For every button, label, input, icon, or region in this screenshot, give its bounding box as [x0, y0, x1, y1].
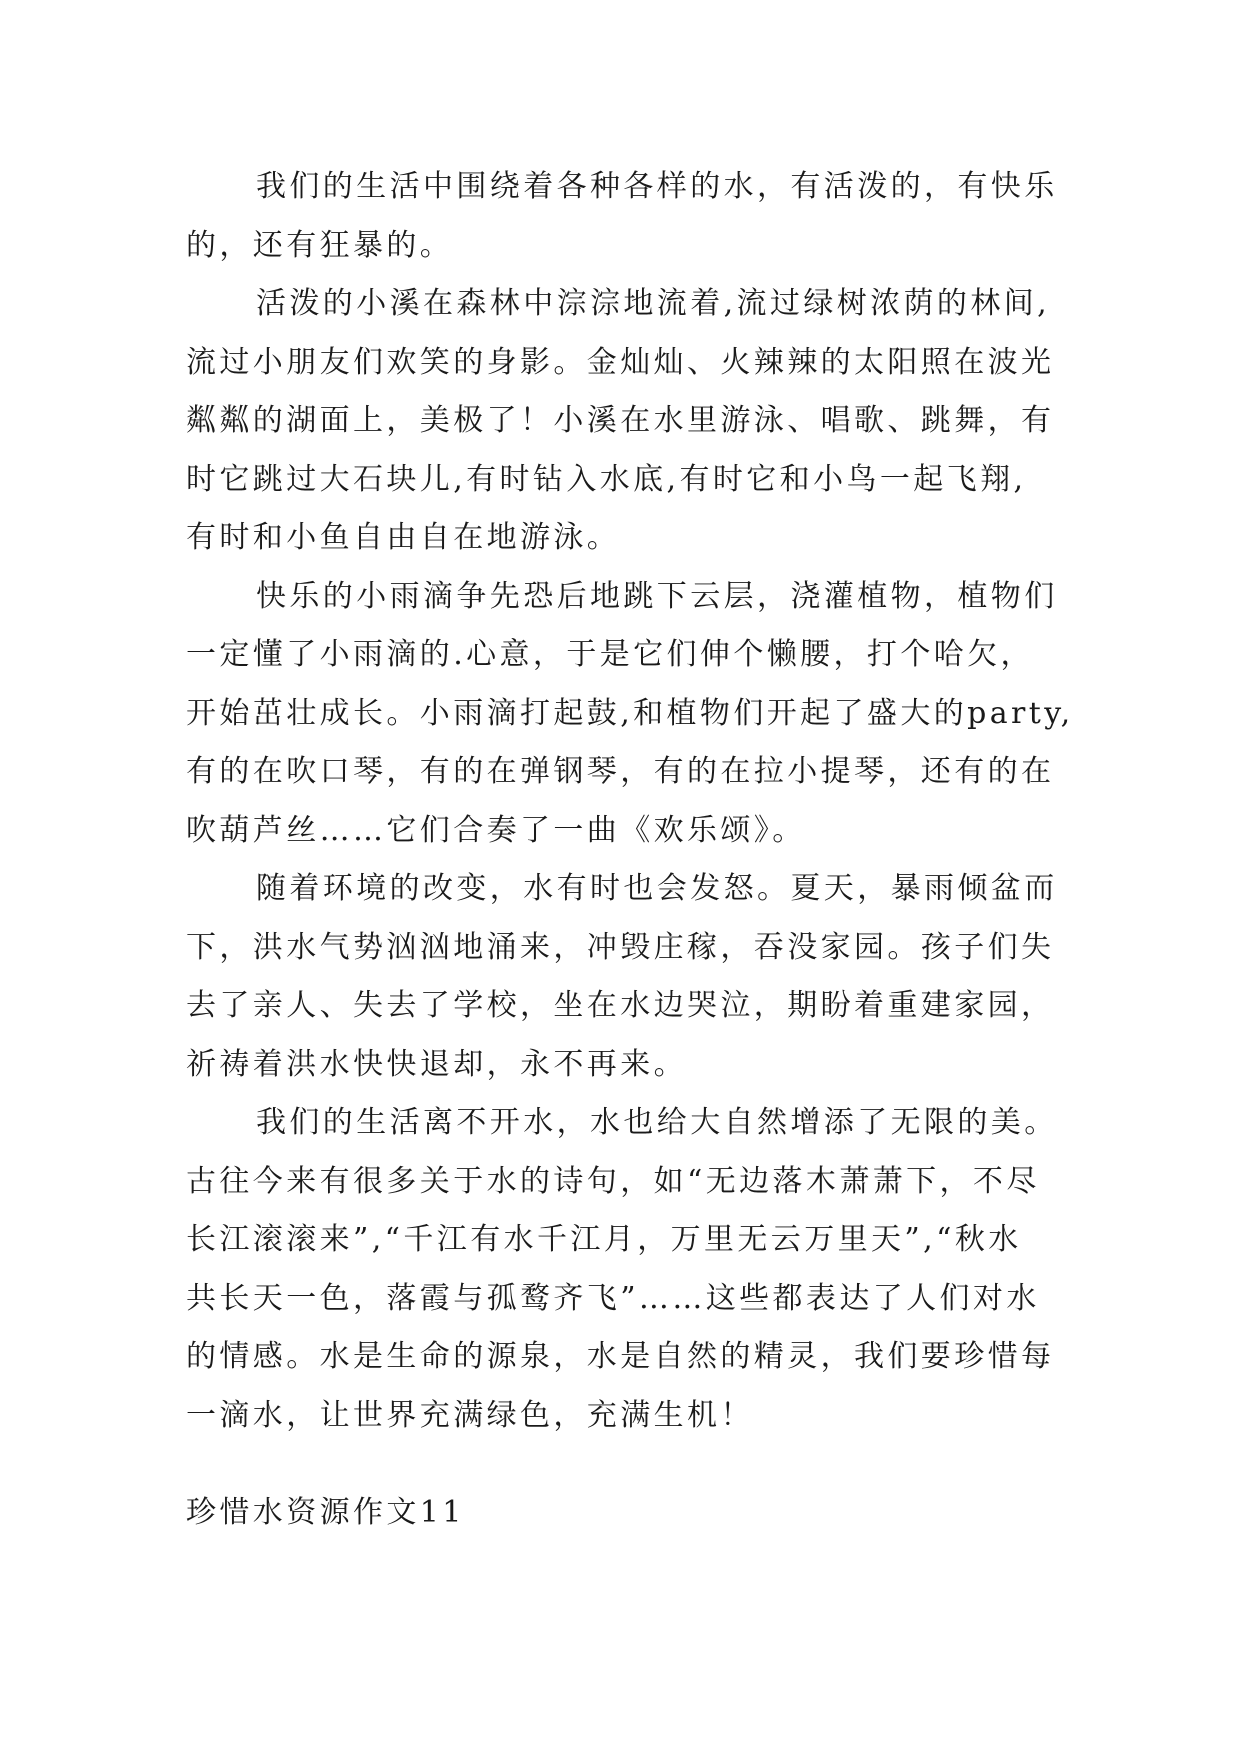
paragraph-5-line-2: 古往今来有很多关于水的诗句，如“无边落木萧萧下，不尽 [186, 1163, 1040, 1199]
paragraph-1-line-2: 的，还有狂暴的。 [186, 227, 454, 263]
paragraph-2-line-1: 活泼的小溪在森林中淙淙地流着,流过绿树浓荫的林间, [256, 286, 1051, 321]
paragraph-5-line-3: 长江滚滚来”,“千江有水千江月，万里无云万里天”,“秋水 [186, 1222, 1022, 1257]
paragraph-1-line-1: 我们的生活中围绕着各种各样的水，有活泼的，有快乐 [256, 169, 1058, 204]
paragraph-3-line-2: 一定懂了小雨滴的.心意，于是它们伸个懒腰，打个哈欠， [186, 637, 1034, 672]
paragraph-5-line-5: 的情感。水是生命的源泉，水是自然的精灵，我们要珍惜每 [186, 1339, 1055, 1374]
paragraph-5-line-1: 我们的生活离不开水，水也给大自然增添了无限的美。 [256, 1105, 1058, 1140]
paragraph-2-line-2: 流过小朋友们欢笑的身影。金灿灿、火辣辣的太阳照在波光 [186, 344, 1055, 380]
paragraph-5-line-4: 共长天一色，落霞与孤鹜齐飞”……这些都表达了人们对水 [186, 1280, 1040, 1316]
paragraph-3-line-1: 快乐的小雨滴争先恐后地跳下云层，浇灌植物，植物们 [256, 578, 1058, 614]
paragraph-4-line-2: 下，洪水气势汹汹地涌来，冲毁庄稼，吞没家园。孩子们失 [186, 929, 1055, 965]
paragraph-5-line-6: 一滴水，让世界充满绿色，充满生机！ [186, 1397, 754, 1433]
section-title: 珍惜水资源作文11 [186, 1495, 465, 1530]
paragraph-4-line-4: 祈祷着洪水快快退却，永不再来。 [186, 1046, 687, 1082]
paragraph-3-line-3: 开始茁壮成长。小雨滴打起鼓,和植物们开起了盛大的party, [186, 695, 1074, 731]
paragraph-4-line-1: 随着环境的改变，水有时也会发怒。夏天，暴雨倾盆而 [256, 871, 1058, 906]
paragraph-2-line-3: 粼粼的湖面上，美极了！小溪在水里游泳、唱歌、跳舞，有 [186, 403, 1055, 438]
paragraph-2-line-4: 时它跳过大石块儿,有时钻入水底,有时它和小鸟一起飞翔, [186, 461, 1027, 497]
paragraph-2-line-5: 有时和小鱼自由自在地游泳。 [186, 520, 621, 555]
paragraph-4-line-3: 去了亲人、失去了学校，坐在水边哭泣，期盼着重建家园， [186, 988, 1055, 1023]
paragraph-3-line-5: 吹葫芦丝……它们合奏了一曲《欢乐颂》。 [186, 812, 806, 848]
essay-body [186, 158, 1074, 1445]
paragraph-3-line-4: 有的在吹口琴，有的在弹钢琴，有的在拉小提琴，还有的在 [186, 754, 1055, 789]
